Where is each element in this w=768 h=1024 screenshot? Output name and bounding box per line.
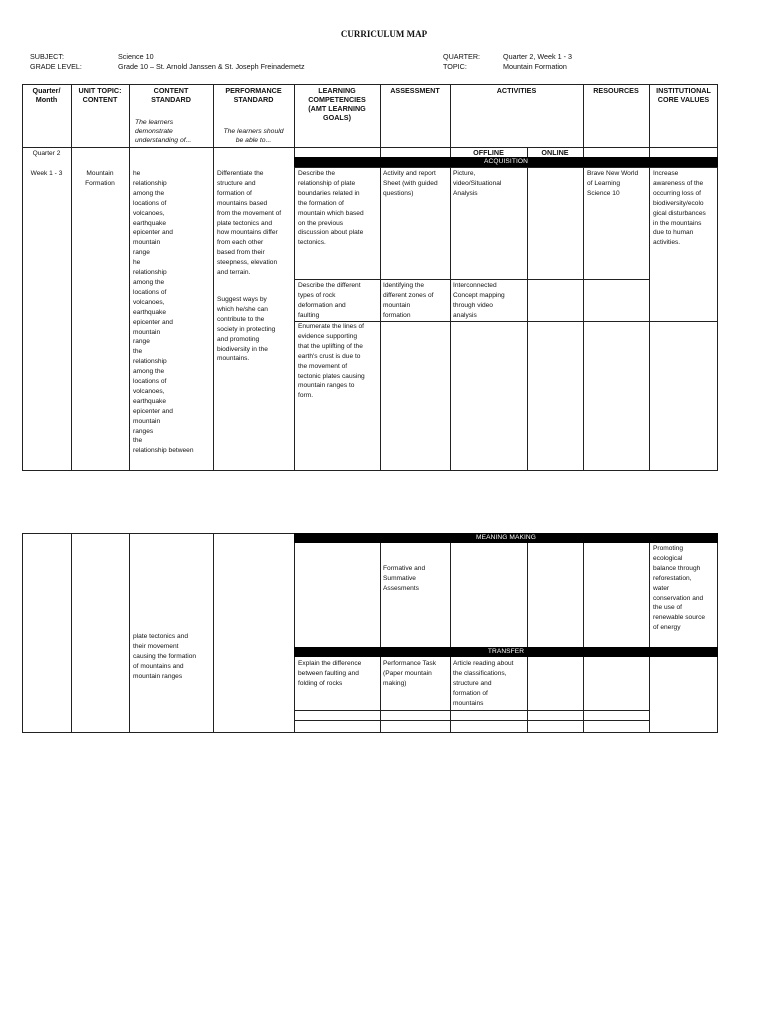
cell-competency-3: Enumerate the lines of evidence supporting that the uplifting of the earth's crust is due to the movement of tectonic plates causing mountain ranges to form. — [298, 323, 365, 400]
cell-core-values-2: Promoting ecological balance through reforestation, water conservation and the use of renewable source of energy — [653, 545, 706, 632]
grade-value: Grade 10 – St. Arnold Janssen & St. Joseph Freinademetz — [118, 62, 305, 71]
header-core-values: INSTITUTIONAL CORE VALUES — [656, 86, 711, 104]
quarter-label: QUARTER: — [443, 52, 481, 61]
topic-label: TOPIC: — [443, 62, 467, 71]
cell-performance-standard-1: Differentiate the structure and formation of mountains based from the movement of plate tectonics and how mountains differ from each other based from their steepness, elevation and terrain. — [217, 170, 282, 277]
performance-standard-note: The learners should be able to... — [223, 128, 284, 144]
header-activities: ACTIVITIES — [496, 86, 537, 95]
cell-competency-t: Explain the difference between faulting and folding of rocks — [298, 660, 362, 687]
cell-week: Week 1 - 3 — [30, 170, 63, 177]
grade-label: GRADE LEVEL: — [30, 62, 82, 71]
meaning-making-bar: MEANING MAKING — [294, 533, 718, 543]
cell-content-standard-2: plate tectonics and their movement causing the formation of mountains and mountain ranges — [133, 633, 197, 680]
cell-competency-2: Describe the different types of rock deformation and faulting — [298, 282, 361, 319]
cell-resources-1: Brave New World of Learning Science 10 — [587, 170, 639, 197]
cell-assessment-2: Identifying the different zones of mountain formation — [383, 282, 434, 319]
header-content-standard: CONTENT STANDARD — [151, 86, 191, 104]
cell-quarter: Quarter 2 — [32, 150, 61, 157]
cell-offline-1: Picture, video/Situational Analysis — [453, 170, 502, 197]
header-online: ONLINE — [541, 148, 569, 157]
meta-left — [30, 52, 390, 74]
content-standard-note: The learners demonstrate understanding of... — [135, 119, 192, 144]
cell-offline-t: Article reading about the classifications, structure and formation of mountains — [453, 660, 514, 707]
acquisition-bar: ACQUISITION — [294, 157, 718, 167]
cell-assessment-mm: Formative and Summative Assesments — [383, 565, 426, 592]
header-assessment: ASSESSMENT — [390, 86, 440, 95]
header-performance-standard: PERFORMANCE STANDARD — [225, 86, 282, 104]
cell-offline-2: Interconnected Concept mapping through video analysis — [453, 282, 505, 319]
meta-right — [443, 52, 673, 74]
header-quarter-month: Quarter/ Month — [32, 86, 61, 104]
subject-value: Science 10 — [118, 52, 154, 61]
transfer-bar: TRANSFER — [294, 647, 718, 657]
table-bottom-border — [22, 533, 718, 733]
page-title: CURRICULUM MAP — [340, 29, 428, 39]
subject-label: SUBJECT: — [30, 52, 64, 61]
header-offline: OFFLINE — [473, 148, 504, 157]
table-top-border — [22, 84, 718, 471]
cell-performance-standard-2: Suggest ways by which he/she can contribute to the society in protecting and promoting biodiversity in the mountains. — [217, 296, 276, 363]
cell-unit-topic: Mountain Formation — [85, 170, 115, 187]
cell-assessment-1: Activity and report Sheet (with guided questions) — [383, 170, 438, 197]
header-unit-topic: UNIT TOPIC: CONTENT — [78, 86, 122, 104]
cell-competency-1: Describe the relationship of plate boundaries related in the formation of mountain which based on the previous discussion about plate tectonics. — [298, 170, 364, 247]
quarter-value: Quarter 2, Week 1 - 3 — [503, 52, 572, 61]
header-resources: RESOURCES — [593, 86, 639, 95]
cell-assessment-t: Performance Task (Paper mountain making) — [383, 660, 437, 687]
header-learning-competencies: LEARNING COMPETENCIES (AMT LEARNING GOALS) — [308, 86, 366, 122]
cell-core-values-1: Increase awareness of the occurring loss of biodiversity/ecolo gical disturbances in the mountains due to human activities. — [653, 170, 706, 247]
topic-value: Mountain Formation — [503, 62, 567, 71]
cell-content-standard-1: he relationship among the locations of volcanoes, earthquake epicenter and mountain range he relationship among the locations of volcanoes, earthquake epicenter and mountain range the relationship among the locations of volcanoes, earthquake epicenter and mountain ranges the relationship between — [133, 170, 194, 455]
